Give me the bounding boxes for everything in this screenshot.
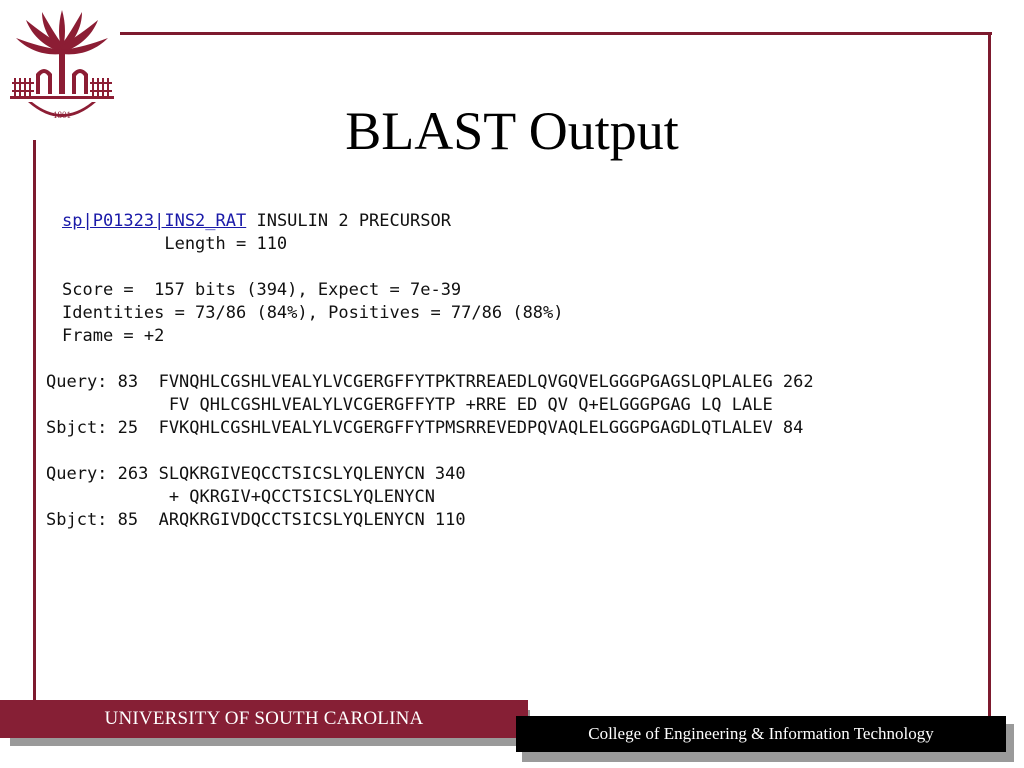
alignment-1-sbjct: Sbjct: 25 FVKQHLCGSHLVEALYLVCGERGFFYTPMSRREVEDPQVAQLELGGGPGAGDLQTLALEV 84	[46, 418, 804, 438]
slide-frame-top	[120, 32, 992, 35]
university-name: UNIVERSITY OF SOUTH CAROLINA	[104, 708, 424, 729]
hit-accession-link[interactable]: sp|P01323|INS2_RAT	[62, 211, 247, 231]
length-line: Length = 110	[62, 234, 288, 254]
hit-description: INSULIN 2 PRECURSOR	[246, 211, 451, 231]
identities-line: Identities = 73/86 (84%), Positives = 77/86 (88%)	[62, 303, 564, 323]
college-footer-band	[516, 716, 1006, 752]
slide-title: BLAST Output	[345, 101, 679, 161]
alignment-1-match: FV QHLCGSHLVEALYLVCGERGFFYTP +RRE ED QV Q+ELGGGPGAG LQ LALE	[46, 395, 773, 415]
university-footer-band	[0, 700, 528, 738]
slide-frame-left	[33, 140, 36, 700]
alignment-2-sbjct: Sbjct: 85 ARQKRGIVDQCCTSICSLYQLENYCN 110	[46, 510, 466, 530]
college-name: College of Engineering & Information Technology	[588, 724, 934, 743]
alignment-2-match: + QKRGIV+QCCTSICSLYQLENYCN	[46, 487, 435, 507]
alignment-1-query: Query: 83 FVNQHLCGSHLVEALYLVCGERGFFYTPKTRREAEDLQVGQVELGGGPGAGSLQPLALEG 262	[46, 372, 814, 392]
logo-year: 1801	[53, 110, 71, 120]
alignment-2-query: Query: 263 SLQKRGIVEQCCTSICSLYQLENYCN 340	[46, 464, 466, 484]
hit-header	[62, 210, 451, 233]
score-line: Score = 157 bits (394), Expect = 7e-39	[62, 280, 462, 300]
blast-output	[46, 210, 976, 540]
frame-line: Frame = +2	[62, 326, 165, 346]
